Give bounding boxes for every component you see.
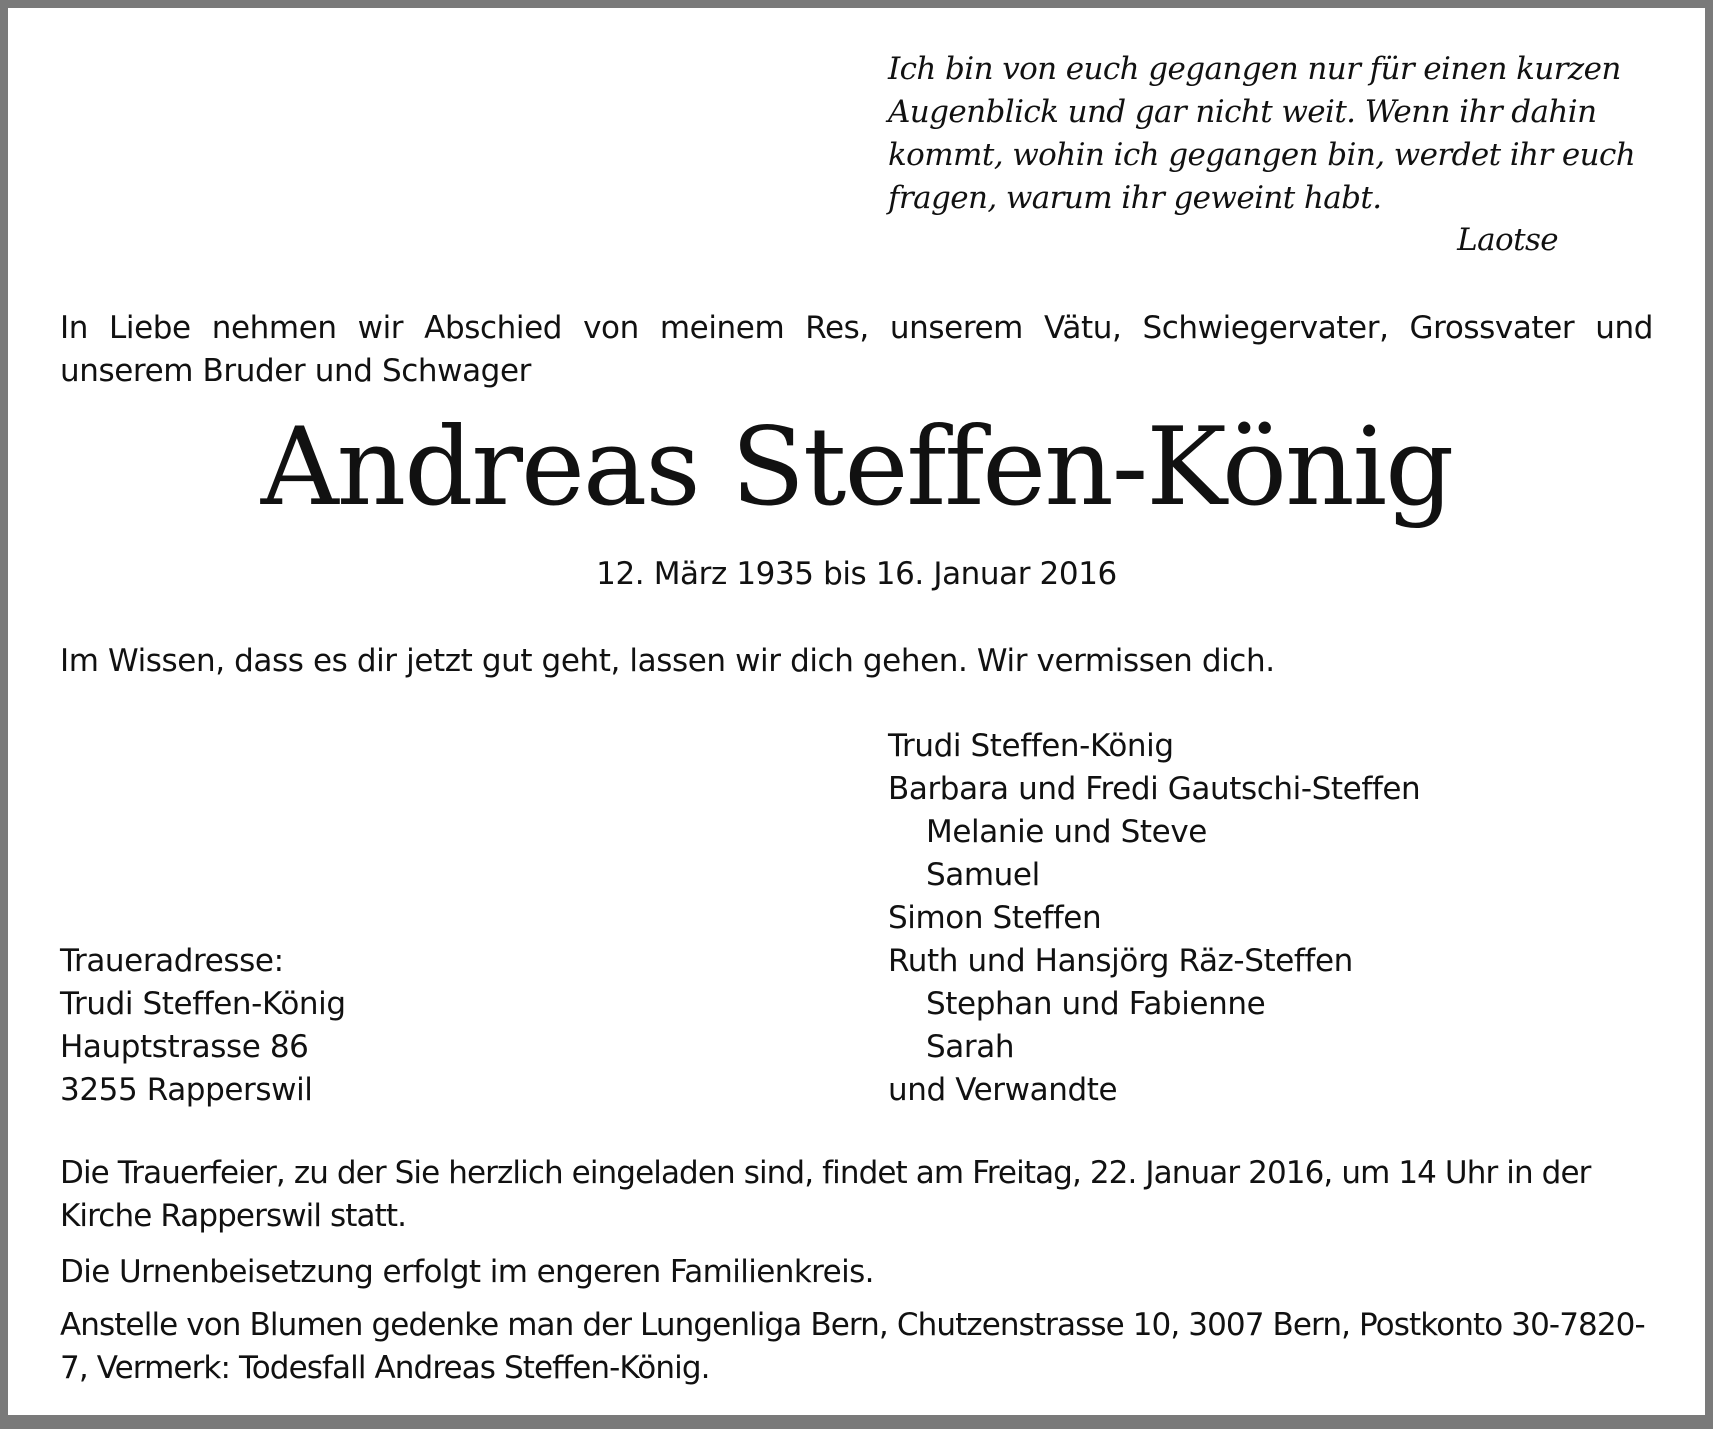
- quote-line: kommt, wohin ich gegangen bin, werdet ihr euch: [888, 137, 1636, 173]
- mourner-name: Ruth und Hansjörg Räz-Steffen: [888, 943, 1353, 979]
- intro-text: In Liebe nehmen wir Abschied von meinem Res, unserem Vätu, Schwiegervater, Grossvater und unserem Bruder und Schwager: [60, 310, 1653, 389]
- address-city: 3255 Rapperswil: [60, 1072, 313, 1108]
- mourner-name: Trudi Steffen-König: [888, 728, 1174, 764]
- quote-line: Ich bin von euch gegangen nur für einen kurzen: [888, 51, 1621, 87]
- address-street: Hauptstrasse 86: [60, 1029, 309, 1065]
- urn-notice: Die Urnenbeisetzung erfolgt im engeren Familienkreis.: [60, 1254, 874, 1290]
- mourner-name: Sarah: [926, 1029, 1015, 1065]
- address-name: Trudi Steffen-König: [60, 986, 346, 1022]
- address-label: Traueradresse:: [60, 943, 284, 979]
- quote-line: fragen, warum ihr geweint habt.: [888, 180, 1382, 216]
- life-dates: 12. März 1935 bis 16. Januar 2016: [596, 556, 1117, 592]
- obituary-notice: [8, 8, 1705, 1415]
- epigraph-quote: [888, 48, 1636, 220]
- quote-line: Augenblick und gar nicht weit. Wenn ihr dahin: [888, 94, 1597, 130]
- quote-author: Laotse: [1457, 222, 1558, 258]
- deceased-name: Andreas Steffen-König: [260, 405, 1453, 530]
- mourner-name: Barbara und Fredi Gautschi-Steffen: [888, 771, 1421, 807]
- mourner-name: Samuel: [926, 857, 1040, 893]
- mourner-name: und Verwandte: [888, 1072, 1118, 1108]
- farewell-statement: Im Wissen, dass es dir jetzt gut geht, lassen wir dich gehen. Wir vermissen dich.: [60, 643, 1275, 679]
- mourner-name: Stephan und Fabienne: [926, 986, 1266, 1022]
- mourner-name: Simon Steffen: [888, 900, 1102, 936]
- donation-notice: Anstelle von Blumen gedenke man der Lungenliga Bern, Chutzenstrasse 10, 3007 Bern, Postkonto 30-7820-7, Vermerk: Todesfall Andreas Steffen-König.: [60, 1307, 1645, 1386]
- ceremony-notice: Die Trauerfeier, zu der Sie herzlich eingeladen sind, findet am Freitag, 22. Januar 2016, um 14 Uhr in der Kirche Rapperswil statt.: [60, 1155, 1591, 1234]
- mourners-list: [888, 725, 1648, 1112]
- mourner-name: Melanie und Steve: [926, 814, 1207, 850]
- mourning-address: [60, 940, 660, 1112]
